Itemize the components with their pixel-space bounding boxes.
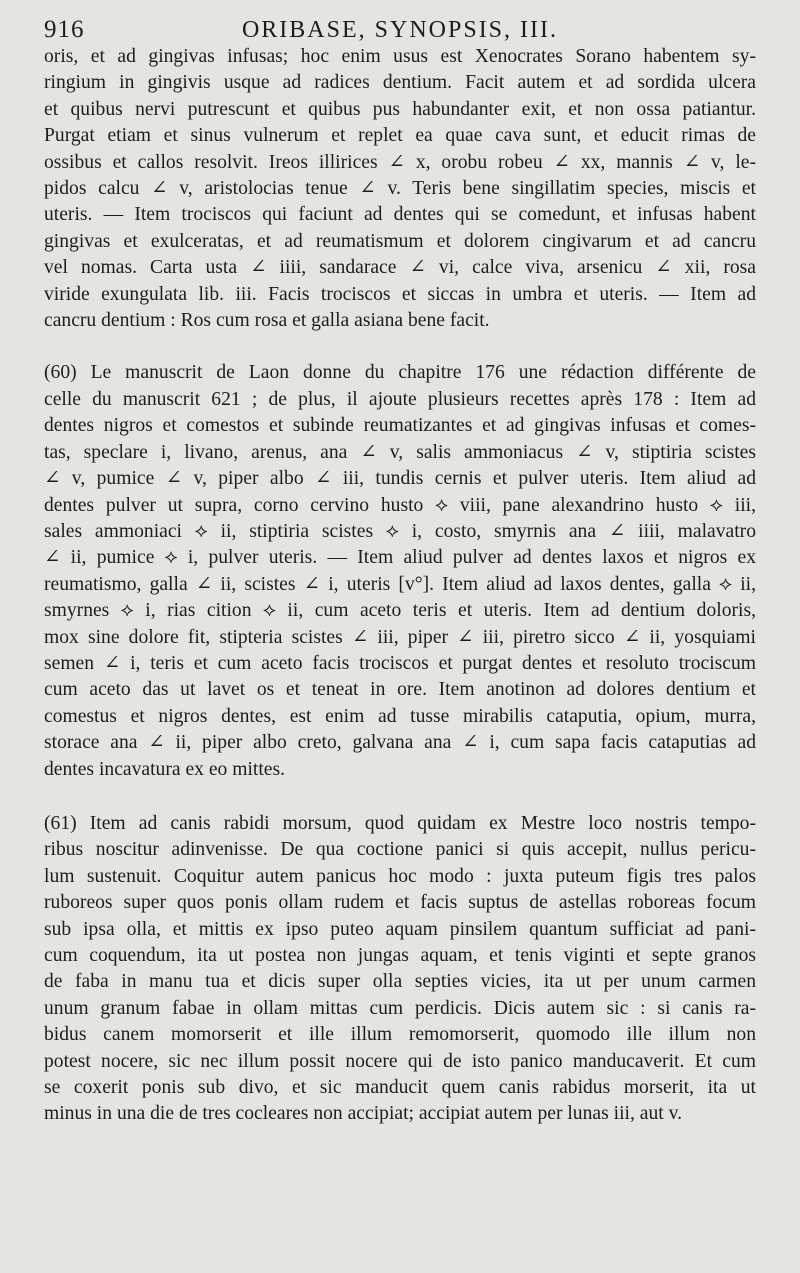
running-title: ORIBASE, SYNOPSIS, III. xyxy=(241,17,559,43)
text-line: et quibus nervi putrescunt et quibus pus habundanter exit, et non ossa patiantur. xyxy=(44,98,756,120)
text-line: mox sine dolore fit, stipteria scistes ∠ iii, piper ∠ iii, piretro sicco ∠ ii, yosquiami xyxy=(44,626,756,648)
text-line: comestus et nigros dentes, est enim ad tusse mirabilis cataputia, opium, murra, xyxy=(44,705,756,727)
text-line: bidus canem momorserit et ille illum remomorserit, quomodo ille illum non xyxy=(44,1024,756,1046)
text-line: reumatismo, galla ∠ ii, scistes ∠ i, uteris [v°]. Item aliud ad laxos dentes, galla ⟡ ii, xyxy=(44,573,756,595)
text-line: se coxerit ponis sub divo, et sic manducit quem canis rabidus morserit, ita ut xyxy=(44,1077,756,1099)
text-line: uteris. — Item trociscos qui faciunt ad dentes qui se comedunt, et infusas habent xyxy=(44,204,756,226)
text-line: ∠ v, pumice ∠ v, piper albo ∠ iii, tundis cernis et pulver uteris. Item aliud ad xyxy=(44,468,756,490)
text-line: ringium in gingivis usque ad radices dentium. Facit autem et ad sordida ulcera xyxy=(44,72,756,94)
text-line: viride exungulata lib. iii. Facis trociscos et siccas in umbra et uteris. — Item ad xyxy=(44,283,756,305)
text-line: oris, et ad gingivas infusas; hoc enim usus est Xenocrates Sorano habentem sy- xyxy=(44,46,756,67)
text-line: potest nocere, sic nec illum possit nocere qui de isto panico manducaverit. Et cum xyxy=(44,1050,756,1072)
text-line: tas, speclare i, livano, arenus, ana ∠ v, salis ammoniacus ∠ v, stiptiria scistes xyxy=(44,441,756,463)
text-line: pidos calcu ∠ v, aristolocias tenue ∠ v. Teris bene singillatim species, miscis et xyxy=(44,178,756,200)
text-line: gingivas et exulceratas, et ad reumatismum et dolorem cingivarum et ad cancru xyxy=(44,230,756,252)
text-line: ribus noscitur adinvenisse. De qua coctione panici si quis accepit, nullus pericu- xyxy=(44,839,756,861)
text-line: minus in una die de tres cocleares non accipiat; accipiat autem per lunas iii, aut v. xyxy=(44,1103,683,1125)
text-line: dentes nigros et comestos et subinde reumatizantes et ad gingivas infusas et comes- xyxy=(44,415,756,437)
text-line: de faba in manu tua et dicis super olla septies vicies, ita ut per unum carmen xyxy=(44,971,756,993)
text-line: dentes incavatura ex eo mittes. xyxy=(44,758,286,780)
text-line: cum aceto das ut lavet os et teneat in ore. Item anotinon ad dolores dentium et xyxy=(44,679,756,701)
paragraph-spacer xyxy=(44,334,756,360)
text-line: celle du manuscrit 621 ; de plus, il ajoute plusieurs recettes après 178 : Item ad xyxy=(44,388,756,410)
text-line: storace ana ∠ ii, piper albo creto, galvana ana ∠ i, cum sapa facis cataputias ad xyxy=(44,732,756,754)
text-line: (61) Item ad canis rabidi morsum, quod quidam ex Mestre loco nostris tempo- xyxy=(44,812,756,834)
text-line: cum coquendum, ita ut postea non jungas aquam, et tenis viginti et septe granos xyxy=(44,945,756,966)
text-line: (60) Le manuscrit de Laon donne du chapitre 176 une rédaction différente de xyxy=(44,362,756,384)
text-line: unum granum fabae in ollam mittas cum perdicis. Dicis autem sic : si canis ra- xyxy=(44,997,756,1019)
page-number: 916 xyxy=(44,16,85,43)
text-line: Purgat etiam et sinus vulnerum et replet ea quae cava sunt, et educit rimas de xyxy=(44,125,756,147)
note-61 xyxy=(44,811,756,1128)
paragraph-continuation xyxy=(44,44,756,334)
page-header xyxy=(44,10,756,44)
text-line: cancru dentium : Ros cum rosa et galla asiana bene facit. xyxy=(44,310,490,332)
text-line: lum sustenuit. Coquitur autem panicus hoc modo : juxta puteum figis tres palos xyxy=(44,865,756,887)
text-line: smyrnes ⟡ i, rias cition ⟡ ii, cum aceto teris et uteris. Item ad dentium doloris, xyxy=(44,600,756,622)
text-line: ruboreos super quos ponis ollam rudem et facis suptus de astellas roboreas focum xyxy=(44,892,756,914)
paragraph-spacer xyxy=(44,783,756,811)
text-line: dentes pulver ut supra, corno cervino husto ⟡ viii, pane alexandrino husto ⟡ iii, xyxy=(44,494,756,516)
text-line: semen ∠ i, teris et cum aceto facis trociscos et purgat dentes et resoluto trociscum xyxy=(44,652,756,674)
text-line: ∠ ii, pumice ⟡ i, pulver uteris. — Item aliud pulver ad dentes laxos et nigros ex xyxy=(44,547,756,569)
text-line: vel nomas. Carta usta ∠ iiii, sandarace ∠ vi, calce viva, arsenicu ∠ xii, rosa xyxy=(44,257,756,279)
note-60 xyxy=(44,360,756,783)
text-line: ossibus et callos resolvit. Ireos illirices ∠ x, orobu robeu ∠ xx, mannis ∠ v, le- xyxy=(44,151,756,173)
text-line: sales ammoniaci ⟡ ii, stiptiria scistes ⟡ i, costo, smyrnis ana ∠ iiii, malavatro xyxy=(44,520,756,542)
text-line: sub ipsa olla, et mittis ex ipso puteo aquam pinsilem quantum sufficiat ad pani- xyxy=(44,918,756,940)
